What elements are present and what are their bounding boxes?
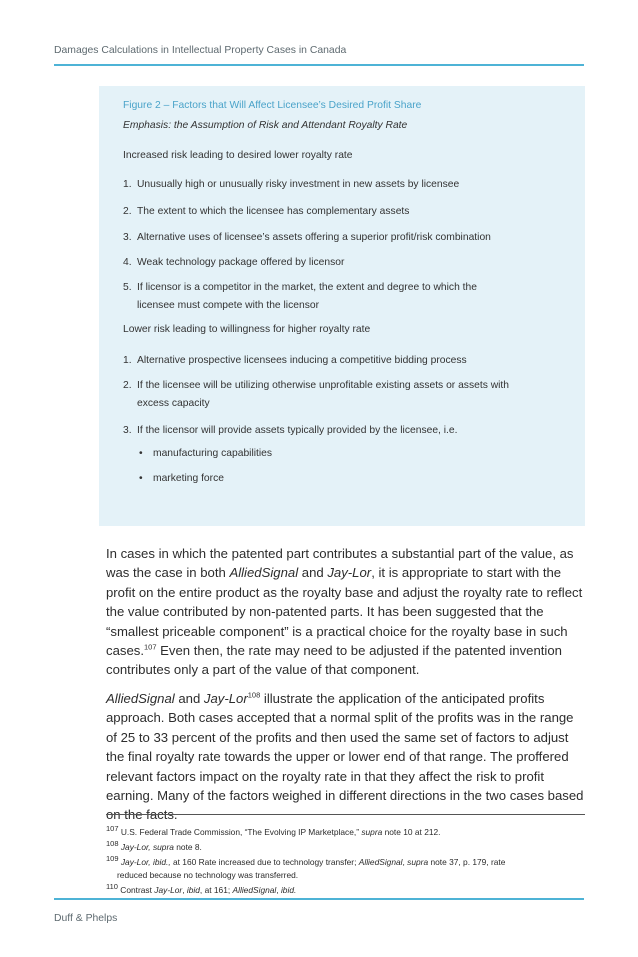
footnote-number: 110 <box>106 881 118 891</box>
bullet-icon: • <box>139 448 143 459</box>
footnote-text: supra <box>407 857 429 867</box>
list-item-number: 2. <box>123 206 132 217</box>
footnote-text: ibid. <box>280 884 297 895</box>
list-item <box>123 422 563 440</box>
list-item <box>123 377 563 413</box>
list-item-text: Weak technology package offered by licensor <box>137 257 345 268</box>
footnote-text: Jay-Lor <box>154 884 183 895</box>
section-heading-increased-risk: Increased risk leading to desired lower royalty rate <box>123 150 353 161</box>
bullet-text: manufacturing capabilities <box>153 448 273 459</box>
footnote-text: Contrast <box>120 884 155 895</box>
footnote-text: supra <box>361 827 383 837</box>
footnote-text: Jay-Lor, supra <box>120 842 174 852</box>
footnote-text: Jay-Lor, ibid., <box>120 857 171 867</box>
header-rule <box>54 64 584 66</box>
footnote-text: note 10 at 212. <box>382 827 441 837</box>
list-item <box>123 203 563 221</box>
list-item-number: 3. <box>123 425 132 436</box>
footnotes <box>106 826 586 899</box>
footnote-continuation: reduced because no technology was transferred. <box>117 869 299 880</box>
list-item <box>123 279 563 315</box>
footer-text: Duff & Phelps <box>54 913 118 924</box>
body-paragraph-1 <box>106 544 588 680</box>
case-name: AlliedSignal <box>106 691 175 706</box>
list-item-number: 5. <box>123 282 132 293</box>
paragraph-text: , it is appropriate to start with the profit on the entire product as the royalty base and adjust the royalty rate to reflect the value contributed by non-patented parts. It has been suggested that the “smallest priceable component” is a practical choice for the royalty base in such cases. <box>106 565 583 659</box>
list-item-text: If licensor is a competitor in the market, the extent and degree to which the <box>137 282 477 293</box>
list-item-number: 1. <box>123 355 132 366</box>
footnote-text: ibid <box>186 884 200 895</box>
list-item-continuation: licensee must compete with the licensor <box>137 300 319 311</box>
figure-emphasis: Emphasis: the Assumption of Risk and Attendant Royalty Rate <box>123 120 408 131</box>
list-item-text: The extent to which the licensee has complementary assets <box>137 206 410 217</box>
paragraph-text: In cases in which the patented part contributes a substantial part of the value, as was the case in both <box>106 546 574 581</box>
list-item-text: Unusually high or unusually risky investment in new assets by licensee <box>137 179 460 190</box>
footnote <box>106 856 586 881</box>
footnote-text: note 37, p. 179, rate <box>428 857 506 867</box>
list-item-text: If the licensee will be utilizing otherwise unprofitable existing assets or assets with <box>137 380 510 391</box>
footnote-text: at 160 Rate increased due to technology transfer; <box>170 857 359 867</box>
footnote-ref: 107 <box>143 642 157 652</box>
footnote <box>106 841 586 854</box>
footnote-text: , <box>402 857 408 867</box>
footnote-number: 107 <box>106 824 119 834</box>
body-paragraph-2 <box>106 689 588 825</box>
paragraph-text: illustrate the application of the anticipated profits approach. Both cases accepted that a normal split of the profits was in the range of 25 to 33 percent of the profits and then used the same set of factors to adjust the final royalty rate towards the upper or lower end of that range. The proffered relevant factors impact on the royalty rate in that they affect the risk to profit earning. Many of the factors weighed in different directions in the two cases based <box>106 691 584 804</box>
footnote-text: U.S. Federal Trade Commission, “The Evolving IP Marketplace,” <box>120 827 362 837</box>
footnote-text: , <box>276 884 281 895</box>
list-item-continuation: excess capacity <box>137 398 210 409</box>
list-item <box>123 254 563 272</box>
footnote-text: AlliedSignal <box>358 857 403 867</box>
list-item-number: 4. <box>123 257 132 268</box>
document-title: Damages Calculations in Intellectual Property Cases in Canada <box>54 45 347 56</box>
footnote-text: , at 161; <box>199 884 233 895</box>
bullet-item <box>139 473 224 484</box>
footnote-number: 108 <box>106 839 119 849</box>
list-item-number: 2. <box>123 380 132 391</box>
paragraph-text: and <box>298 565 328 581</box>
list-item <box>123 176 563 194</box>
footnote-text: AlliedSignal <box>232 884 277 895</box>
list-item-number: 1. <box>123 179 132 190</box>
list-item-text: Alternative uses of licensee’s assets offering a superior profit/risk combination <box>137 232 491 243</box>
bullet-text: marketing force <box>153 473 224 484</box>
bullet-icon: • <box>139 473 143 484</box>
figure-caption: Figure 2 – Factors that Will Affect Licensee’s Desired Profit Share <box>123 100 422 111</box>
footnote-text: note 8. <box>173 842 202 852</box>
footnote-number: 109 <box>106 854 119 864</box>
list-item-text: Alternative prospective licensees inducing a competitive bidding process <box>137 355 467 366</box>
bullet-item <box>139 448 272 459</box>
paragraph-text: Even then, the rate may need to be adjusted if the patented invention contributes only a part of the value of that component. <box>106 643 562 678</box>
footnote-text: , <box>182 884 187 895</box>
footer-rule <box>54 898 584 900</box>
list-item <box>123 352 563 370</box>
case-name: AlliedSignal <box>229 565 299 581</box>
paragraph-text: and <box>174 691 204 706</box>
figure-2-box <box>99 86 585 526</box>
case-name: Jay-Lor <box>203 691 248 706</box>
list-item <box>123 229 563 247</box>
footnote-rule <box>106 814 585 815</box>
list-item-number: 3. <box>123 232 132 243</box>
section-heading-lower-risk: Lower risk leading to willingness for higher royalty rate <box>123 324 371 335</box>
footnote <box>106 881 586 897</box>
case-name: Jay-Lor <box>327 565 372 581</box>
footnote-ref: 108 <box>247 690 261 700</box>
footnote <box>106 826 586 839</box>
list-item-text: If the licensor will provide assets typically provided by the licensee, i.e. <box>137 425 458 436</box>
